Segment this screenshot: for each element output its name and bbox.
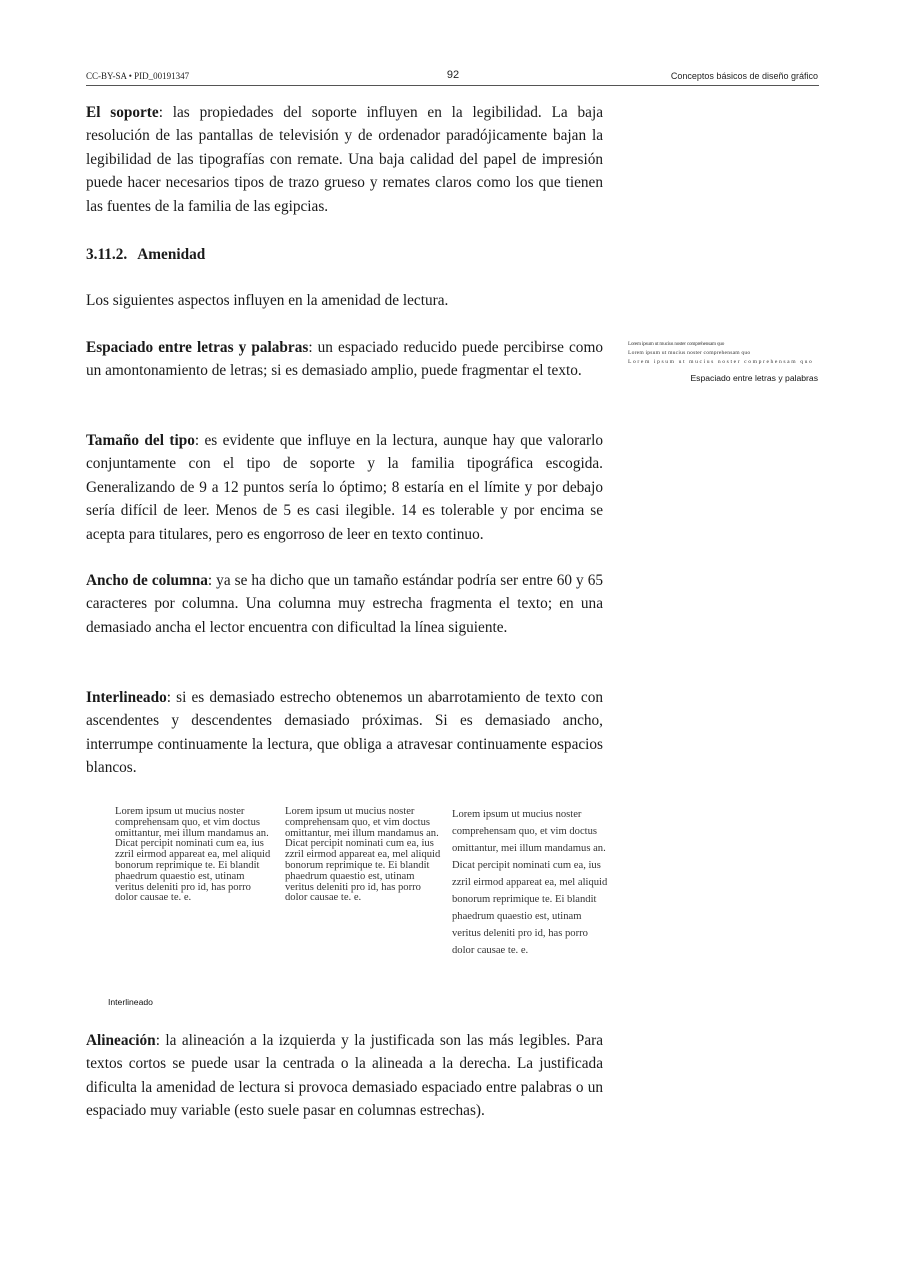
header-rule <box>86 85 819 86</box>
section-title: Amenidad <box>137 246 206 263</box>
text-tamano: : es evidente que influye en la lectura, aunque hay que valorarlo conjuntamente con el tipo de soporte y la familia tipográfica escogida. Generalizando de 9 a 12 puntos sería lo óptimo; 8 estaría en el límite y por debajo sería difícil de leer. Menos de 5 es casi ilegible. 14 es tolerable y por encima se acepta para titulares, pero es engorroso de leer en texto continuo. <box>86 432 603 543</box>
section-number: 3.11.2. <box>86 246 128 263</box>
paragraph-intro <box>86 289 603 312</box>
section-heading <box>86 243 603 266</box>
spacing-sample-normal: Lorem ipsum ut mucius noster comprehensam quo <box>628 350 751 356</box>
text-ancho: : ya se ha dicho que un tamaño estándar podría ser entre 60 y 65 caracteres por columna. Una columna muy estrecha fragmenta el texto; en una demasiado ancha el lector encuentra con dificultad la línea siguiente. <box>86 572 603 636</box>
paragraph-interlineado <box>86 686 603 780</box>
paragraph-soporte <box>86 101 603 218</box>
term-tamano: Tamaño del tipo <box>86 432 195 449</box>
paragraph-ancho <box>86 569 603 639</box>
header-doc-id: CC-BY-SA • PID_00191347 <box>86 71 190 81</box>
term-ancho: Ancho de columna <box>86 572 208 589</box>
paragraph-espaciado <box>86 336 603 383</box>
leading-sample-tight: Lorem ipsum ut mucius noster comprehensam quo, et vim doctus omittantur, mei illum mandamus an. Dicat percipit nominati cum ea, ius zzril eirmod appareat ea, mel aliquid bonorum reprimique te. Ei blandit phaedrum quaestio est, utinam veritus deleniti pro id, has porro dolor causae te. e. <box>115 806 271 904</box>
term-alineacion: Alineación <box>86 1032 156 1049</box>
term-espaciado: Espaciado entre letras y palabras <box>86 339 309 356</box>
text-espaciado: : un espaciado reducido puede percibirse como un amontonamiento de letras; si es demasiado amplio, puede fragmentar el texto. <box>86 339 603 380</box>
spacing-sample-wide: Lorem ipsum ut mucius noster comprehensam quo <box>628 359 814 365</box>
term-interlineado: Interlineado <box>86 689 167 706</box>
text-soporte: : las propiedades del soporte influyen en la legibilidad. La baja resolución de las pantallas de televisión y de ordenador paradójicamente bajan la legibilidad de las tipografías con remate. Una baja calidad del papel de impresión puede hacer necesarios tipos de trazo grueso y remates claros como los que tienen las fuentes de la familia de las egipcias. <box>86 104 603 215</box>
figure-caption-espaciado: Espaciado entre letras y palabras <box>690 373 818 383</box>
paragraph-alineacion <box>86 1029 603 1123</box>
figure-caption-interlineado: Interlineado <box>108 997 153 1007</box>
figure-espaciado <box>628 340 818 383</box>
spacing-sample-tight: Lorem ipsum ut mucius noster comprehensam quo <box>628 341 725 347</box>
term-soporte: El soporte <box>86 104 159 121</box>
paragraph-tamano <box>86 429 603 546</box>
leading-sample-normal: Lorem ipsum ut mucius noster comprehensam quo, et vim doctus omittantur, mei illum mandamus an. Dicat percipit nominati cum ea, ius zzril eirmod appareat ea, mel aliquid bonorum reprimique te. Ei blandit phaedrum quaestio est, utinam veritus deleniti pro id, has porro dolor causae te. e. <box>285 806 441 904</box>
page-number: 92 <box>446 69 460 81</box>
header-doc-title: Conceptos básicos de diseño gráfico <box>670 71 818 81</box>
intro-text: Los siguientes aspectos influyen en la amenidad de lectura. <box>86 292 449 309</box>
leading-sample-wide: Lorem ipsum ut mucius noster comprehensam quo, et vim doctus omittantur, mei illum mandamus an. Dicat percipit nominati cum ea, ius zzril eirmod appareat ea, mel aliquid bonorum reprimique te. Ei blandit phaedrum quaestio est, utinam veritus deleniti pro id, has porro dolor causae te. e. <box>452 809 608 956</box>
text-interlineado: : si es demasiado estrecho obtenemos un abarrotamiento de texto con ascendentes y descendentes demasiado próximas. Si es demasiado ancho, interrumpe continuamente la lectura, que obliga a atravesar continuamente espacios blancos. <box>86 689 603 777</box>
text-alineacion: : la alineación a la izquierda y la justificada son las más legibles. Para textos cortos se puede usar la centrada o la alineada a la derecha. La justificada dificulta la amenidad de lectura si provoca demasiado espaciado entre palabras o un espaciado muy variable (esto suele pasar en columnas estrechas). <box>86 1032 603 1120</box>
